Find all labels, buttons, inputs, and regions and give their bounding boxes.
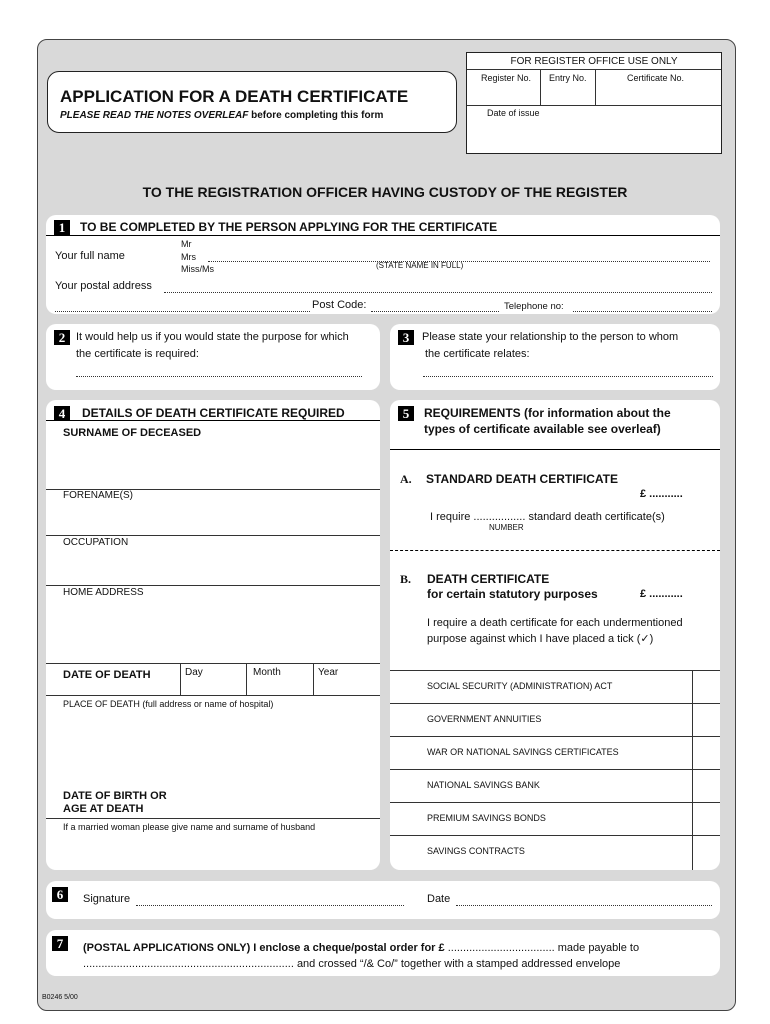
section-3-number: 3	[398, 330, 414, 345]
purpose-label: PREMIUM SAVINGS BONDS	[427, 813, 546, 823]
option-b-text2: purpose against which I have placed a tick (✓)	[427, 633, 654, 645]
section-5-number: 5	[398, 406, 414, 421]
purpose-divider	[390, 802, 720, 803]
purpose-label: NATIONAL SAVINGS BANK	[427, 780, 540, 790]
date-field[interactable]	[456, 905, 712, 906]
form-title: APPLICATION FOR A DEATH CERTIFICATE	[60, 87, 409, 106]
section-3-line1: Please state your relationship to the person to whom	[422, 331, 679, 343]
month-label: Month	[253, 667, 281, 678]
purpose-divider	[390, 769, 720, 770]
title-miss-ms[interactable]: Miss/Ms	[181, 264, 214, 274]
section-1-number: 1	[54, 220, 70, 235]
option-b-title-line1: DEATH CERTIFICATE	[427, 572, 550, 586]
dob-label-line1: DATE OF BIRTH OR	[63, 790, 167, 802]
section-7-number: 7	[52, 936, 68, 951]
dob-label-line2: AGE AT DEATH	[63, 803, 144, 815]
place-of-death-label: PLACE OF DEATH (full address or name of hospital)	[63, 699, 274, 709]
full-name-label: Your full name	[55, 250, 125, 262]
signature-label: Signature	[83, 893, 131, 905]
section-4	[46, 400, 380, 870]
section-2	[46, 324, 380, 390]
title-mrs[interactable]: Mrs	[181, 252, 196, 262]
telephone-field[interactable]	[573, 311, 712, 312]
form-code: B0246 5/00	[42, 994, 78, 1001]
purpose-tick-box[interactable]	[692, 802, 720, 835]
purpose-tick-box[interactable]	[692, 703, 720, 736]
form-subtitle: PLEASE READ THE NOTES OVERLEAF before completing this form	[60, 110, 384, 121]
option-b-letter: B.	[400, 572, 412, 586]
section-7-line2: ..................................................................... and crossed “/& Co/” together with a stamped addressed envelope	[83, 958, 621, 970]
main-heading: TO THE REGISTRATION OFFICER HAVING CUSTODY OF THE REGISTER	[142, 184, 628, 200]
year-label: Year	[318, 667, 339, 678]
home-address-label: HOME ADDRESS	[63, 587, 144, 598]
occupation-label: OCCUPATION	[63, 537, 129, 548]
register-no-label: Register No.	[481, 73, 532, 83]
title-box	[47, 71, 457, 133]
purpose-tick-box[interactable]	[692, 670, 720, 703]
section-1	[46, 215, 720, 314]
purpose-tick-box[interactable]	[692, 769, 720, 802]
section-5	[390, 400, 720, 870]
section-4-number: 4	[54, 406, 70, 421]
option-a-fee[interactable]: £ ...........	[640, 488, 683, 500]
signature-field[interactable]	[136, 905, 404, 906]
post-code-label: Post Code:	[312, 299, 367, 311]
purpose-divider	[390, 736, 720, 737]
option-a-number-note: NUMBER	[489, 523, 524, 532]
day-label: Day	[185, 667, 203, 678]
post-code-field[interactable]	[371, 311, 499, 312]
telephone-label: Telephone no:	[504, 301, 564, 312]
section-7	[46, 930, 720, 976]
purpose-divider	[390, 703, 720, 704]
office-heading: FOR REGISTER OFFICE USE ONLY	[510, 56, 678, 67]
relationship-field[interactable]	[423, 376, 713, 377]
section-1-heading: TO BE COMPLETED BY THE PERSON APPLYING FOR THE CERTIFICATE	[80, 220, 498, 234]
purpose-label: SOCIAL SECURITY (ADMINISTRATION) ACT	[427, 681, 613, 691]
section-6	[46, 881, 720, 919]
purpose-field[interactable]	[76, 376, 362, 377]
date-label: Date	[427, 893, 451, 905]
register-office-box	[466, 52, 722, 154]
purpose-label: GOVERNMENT ANNUITIES	[427, 714, 542, 724]
postal-address-field[interactable]	[164, 292, 712, 293]
surname-label: SURNAME OF DECEASED	[63, 427, 202, 439]
married-woman-note: If a married woman please give name and surname of husband	[63, 822, 316, 832]
purpose-label: SAVINGS CONTRACTS	[427, 846, 525, 856]
section-2-number: 2	[54, 330, 70, 345]
section-3	[390, 324, 720, 390]
option-b-fee[interactable]: £ ...........	[640, 588, 683, 600]
section-3-line2: the certificate relates:	[425, 348, 530, 360]
postal-address-field-2[interactable]	[55, 311, 310, 312]
entry-no-label: Entry No.	[549, 73, 587, 83]
section-6-number: 6	[52, 887, 68, 902]
purpose-divider	[390, 835, 720, 836]
forenames-label: FORENAME(S)	[63, 490, 133, 501]
postal-address-label: Your postal address	[55, 280, 152, 292]
option-a-letter: A.	[400, 472, 412, 486]
purpose-label: WAR OR NATIONAL SAVINGS CERTIFICATES	[427, 747, 619, 757]
date-of-issue-label: Date of issue	[487, 108, 540, 118]
section-5-heading-line1: REQUIREMENTS (for information about the	[424, 406, 671, 420]
option-a-title: STANDARD DEATH CERTIFICATE	[426, 472, 618, 486]
title-mr[interactable]: Mr	[181, 239, 192, 249]
section-4-heading: DETAILS OF DEATH CERTIFICATE REQUIRED	[82, 406, 345, 420]
section-7-line1: (POSTAL APPLICATIONS ONLY) I enclose a cheque/postal order for £ ................................... made payable to	[83, 942, 640, 954]
state-name-note: (STATE NAME IN FULL)	[376, 261, 464, 270]
option-b-title-line2: for certain statutory purposes	[427, 587, 598, 601]
purpose-tick-box[interactable]	[692, 835, 720, 868]
purpose-tick-box[interactable]	[692, 736, 720, 769]
date-of-death-label: DATE OF DEATH	[63, 669, 151, 681]
section-2-line2: the certificate is required:	[76, 348, 199, 360]
option-b-text1: I require a death certificate for each undermentioned	[427, 617, 683, 629]
option-a-require: I require ................. standard death certificate(s)	[430, 511, 665, 523]
section-2-line1: It would help us if you would state the purpose for which	[76, 331, 349, 343]
section-5-heading-line2: types of certificate available see overleaf)	[424, 422, 661, 436]
certificate-no-label: Certificate No.	[627, 73, 685, 83]
